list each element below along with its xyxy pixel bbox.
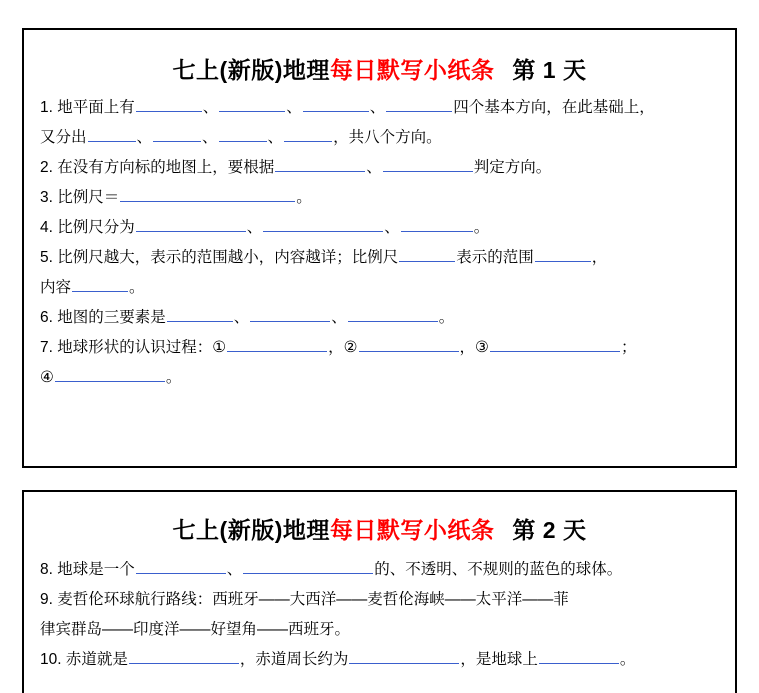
question-line [40, 153, 721, 183]
title-highlight: 每日默写小纸条 [329, 517, 495, 543]
answer-blank[interactable] [167, 304, 233, 322]
question-text: 、 [286, 99, 302, 116]
question-text: 、 [366, 159, 382, 176]
question-text: ④ [40, 369, 54, 386]
question-line [40, 123, 721, 153]
answer-blank[interactable] [359, 334, 459, 352]
question-text: 。 [438, 309, 455, 326]
answer-blank[interactable] [263, 214, 383, 232]
question-line [40, 333, 721, 363]
question-text: 。 [129, 279, 145, 296]
question-text: 表示的范围 [456, 249, 534, 266]
question-line [40, 93, 721, 123]
answer-blank[interactable] [88, 124, 136, 142]
question-text: 7. 地球形状的认识过程：① [40, 339, 227, 356]
question-text: 、 [331, 309, 347, 326]
question-text: 9. 麦哲伦环球航行路线：西班牙——大西洋——麦哲伦海峡——太平洋——菲 [40, 591, 569, 608]
answer-blank[interactable] [219, 94, 285, 112]
answer-blank[interactable] [275, 154, 365, 172]
question-text: 。 [165, 369, 182, 386]
answer-blank[interactable] [55, 364, 165, 382]
answer-blank[interactable] [383, 154, 473, 172]
question-text: ，是地球上 [460, 651, 538, 668]
question-text: ， [591, 249, 608, 266]
question-text: 、 [202, 99, 219, 116]
question-line [40, 585, 721, 615]
answer-blank[interactable] [539, 646, 619, 664]
question-text: 律宾群岛——印度洋——好望角——西班牙。 [40, 621, 351, 638]
question-text: 内容 [40, 279, 72, 296]
question-text: 1. 地平面上有 [40, 99, 135, 116]
question-text: 5. 比例尺越大，表示的范围越小，内容越详；比例尺 [40, 249, 399, 266]
worksheet-card-day-2 [22, 490, 737, 693]
answer-blank[interactable] [120, 184, 295, 202]
question-line [40, 555, 721, 585]
question-line [40, 615, 721, 645]
answer-blank[interactable] [348, 304, 438, 322]
question-text: 、 [369, 99, 386, 116]
question-text: 3. 比例尺＝ [40, 189, 120, 206]
card-body-day-1 [24, 93, 735, 393]
question-text: ，赤道周长约为 [239, 651, 349, 668]
question-text: 、 [226, 561, 243, 578]
answer-blank[interactable] [219, 124, 267, 142]
question-text: 四个基本方向，在此基础上， [453, 99, 655, 116]
question-line [40, 243, 721, 273]
answer-blank[interactable] [243, 556, 373, 574]
answer-blank[interactable] [490, 334, 620, 352]
question-text: 。 [296, 189, 312, 206]
card-title-day-2 [24, 512, 735, 545]
title-prefix: 七上(新版)地理 [172, 517, 330, 543]
answer-blank[interactable] [227, 334, 327, 352]
title-prefix: 七上(新版)地理 [172, 57, 330, 83]
question-line [40, 213, 721, 243]
question-text: 、 [202, 129, 218, 146]
question-text: ，② [328, 339, 358, 356]
answer-blank[interactable] [250, 304, 330, 322]
worksheet-card-day-1 [22, 28, 737, 468]
question-text: 、 [136, 129, 153, 146]
question-line [40, 363, 721, 393]
question-text: 又分出 [40, 129, 87, 146]
answer-blank[interactable] [284, 124, 332, 142]
answer-blank[interactable] [399, 244, 455, 262]
answer-blank[interactable] [153, 124, 201, 142]
title-highlight: 每日默写小纸条 [329, 57, 495, 83]
question-text: ，③ [459, 339, 489, 356]
title-day: 第 1 天 [512, 57, 587, 83]
answer-blank[interactable] [386, 94, 452, 112]
question-text: 、 [246, 219, 263, 236]
question-line [40, 273, 721, 303]
question-text: ，共八个方向。 [333, 129, 442, 146]
answer-blank[interactable] [136, 556, 226, 574]
answer-blank[interactable] [72, 274, 128, 292]
question-text: 2. 在没有方向标的地图上，要根据 [40, 159, 275, 176]
question-line [40, 303, 721, 333]
card-body-day-2 [24, 555, 735, 675]
card-title-day-1 [24, 52, 735, 85]
question-text: 6. 地图的三要素是 [40, 309, 166, 326]
answer-blank[interactable] [136, 214, 246, 232]
question-text: 。 [619, 651, 636, 668]
answer-blank[interactable] [349, 646, 459, 664]
question-text: 、 [267, 129, 284, 146]
question-text: 的、不透明、不规则的蓝色的球体。 [374, 561, 623, 578]
question-line [40, 645, 721, 675]
question-line [40, 183, 721, 213]
answer-blank[interactable] [136, 94, 202, 112]
question-text: 。 [473, 219, 490, 236]
answer-blank[interactable] [129, 646, 239, 664]
answer-blank[interactable] [303, 94, 369, 112]
answer-blank[interactable] [535, 244, 591, 262]
question-text: 、 [384, 219, 400, 236]
title-day: 第 2 天 [512, 517, 587, 543]
question-text: ； [620, 339, 637, 356]
question-text: 10. 赤道就是 [40, 651, 128, 668]
question-text: 4. 比例尺分为 [40, 219, 135, 236]
question-text: 、 [233, 309, 250, 326]
question-text: 判定方向。 [473, 159, 552, 176]
question-text: 8. 地球是一个 [40, 561, 135, 578]
answer-blank[interactable] [401, 214, 473, 232]
